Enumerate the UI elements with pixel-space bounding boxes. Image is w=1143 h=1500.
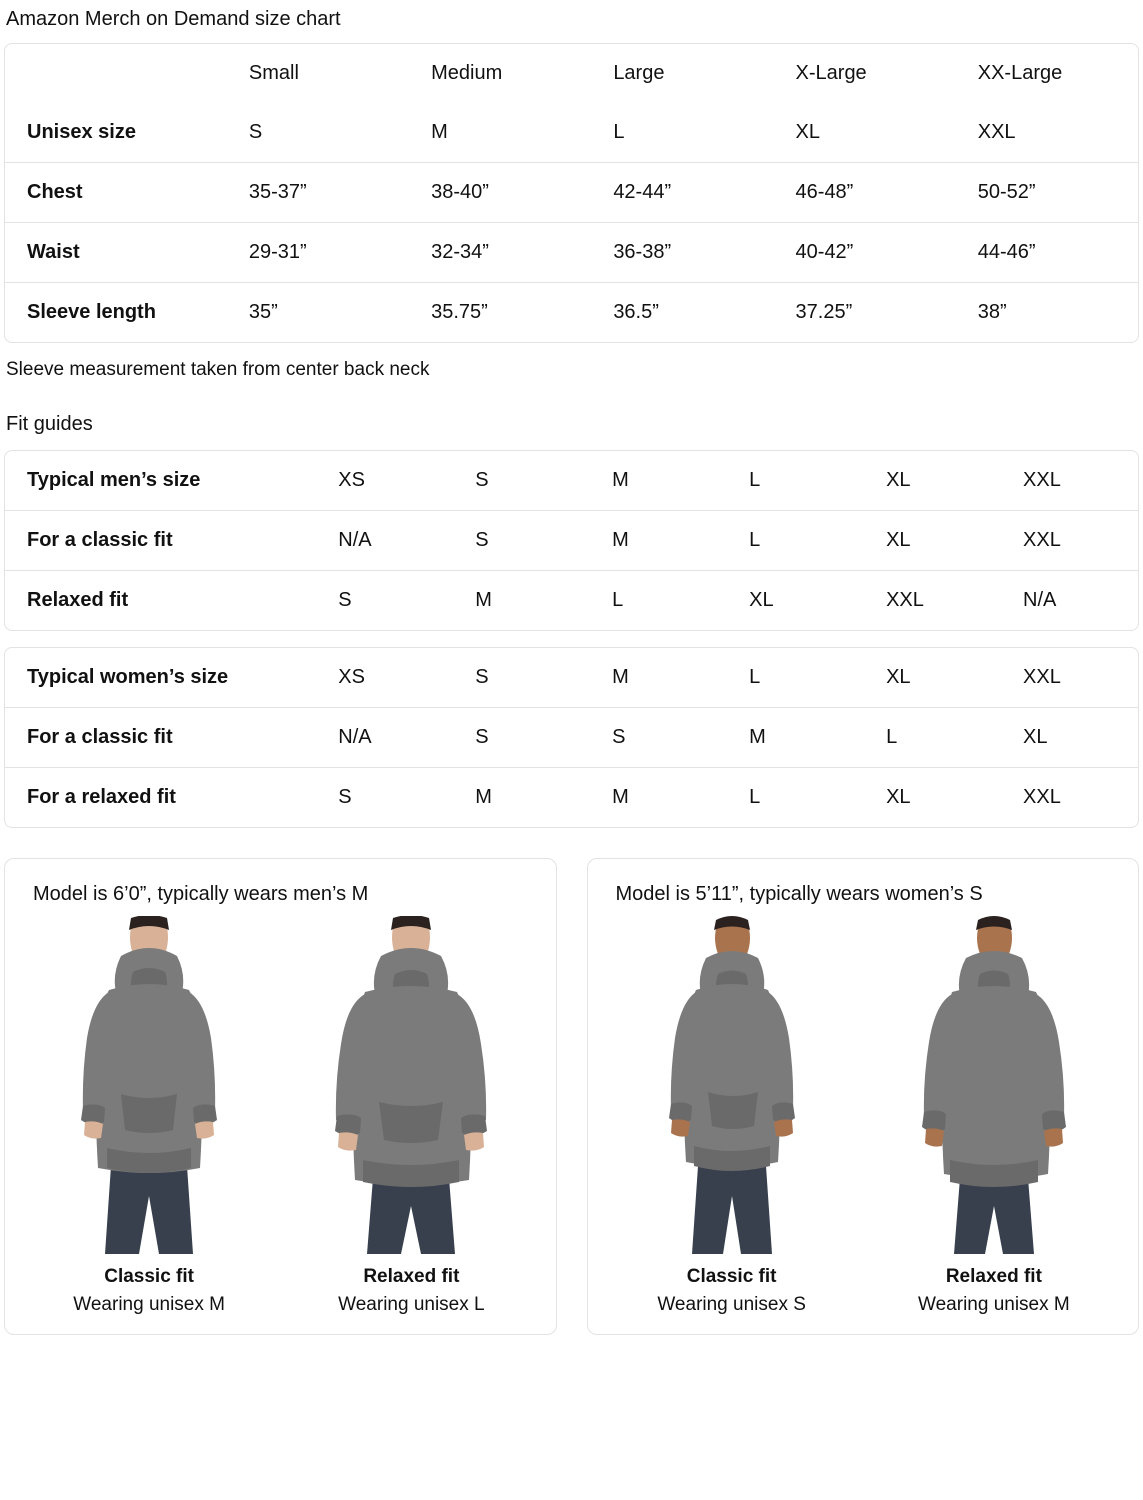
cell-mens-classic-1: N/A bbox=[316, 511, 453, 571]
cell-womens-relaxed-1: S bbox=[338, 786, 352, 808]
cell-mens-typical-2: S bbox=[453, 451, 590, 511]
row-label-waist: Waist bbox=[5, 223, 227, 283]
row-label-chest: Chest bbox=[5, 163, 227, 223]
row-label-womens-classic-fit: For a classic fit bbox=[5, 708, 316, 768]
cell-sleeve-xlarge: 37.25” bbox=[795, 301, 853, 323]
cell-unisex-medium: M bbox=[409, 103, 591, 163]
table-row bbox=[5, 708, 1138, 768]
row-label-unisex-size: Unisex size bbox=[5, 103, 227, 163]
fit-label: Relaxed fit bbox=[363, 1266, 460, 1287]
mens-model-card bbox=[4, 858, 557, 1335]
row-label-sleeve-length: Sleeve length bbox=[27, 301, 156, 323]
cell-mens-relaxed-4: XL bbox=[749, 589, 774, 611]
mens-model-figures bbox=[23, 916, 538, 1316]
row-label-mens-classic-fit: For a classic fit bbox=[5, 511, 316, 571]
table-row bbox=[5, 648, 1138, 708]
cell-sleeve-medium: 35.75” bbox=[431, 301, 488, 323]
cell-mens-classic-2: S bbox=[453, 511, 590, 571]
cell-unisex-xlarge: XL bbox=[774, 103, 956, 163]
row-label-typical-mens-size: Typical men’s size bbox=[5, 451, 316, 511]
column-header-small: Small bbox=[248, 62, 299, 84]
cell-mens-classic-5: XL bbox=[864, 511, 1001, 571]
cell-mens-typical-3: M bbox=[590, 451, 727, 511]
cell-mens-typical-6: XXL bbox=[1001, 451, 1138, 511]
cell-womens-relaxed-3: M bbox=[612, 786, 629, 808]
measurements-table bbox=[4, 43, 1139, 343]
table-row bbox=[5, 163, 1138, 223]
column-header-xxlarge: XX-Large bbox=[977, 62, 1063, 84]
table-row bbox=[5, 283, 1138, 342]
wearing-label: Wearing unisex M bbox=[918, 1294, 1070, 1315]
column-header-large: Large bbox=[613, 62, 665, 84]
cell-mens-relaxed-2: M bbox=[475, 589, 492, 611]
cell-womens-relaxed-2: M bbox=[475, 786, 492, 808]
cell-waist-medium: 32-34” bbox=[409, 223, 591, 283]
cell-unisex-small: S bbox=[227, 103, 409, 163]
womens-relaxed-fit-figure bbox=[868, 916, 1120, 1316]
cell-womens-classic-4: M bbox=[727, 708, 864, 768]
cell-womens-typical-2: S bbox=[453, 648, 590, 708]
cell-womens-relaxed-6: XXL bbox=[1023, 786, 1061, 808]
fit-label: Relaxed fit bbox=[945, 1266, 1042, 1287]
womens-classic-fit-figure bbox=[606, 916, 858, 1316]
cell-chest-xlarge: 46-48” bbox=[774, 163, 956, 223]
womens-classic-fit-photo bbox=[606, 916, 858, 1256]
mens-relaxed-fit-figure bbox=[285, 916, 537, 1316]
cell-waist-xxlarge: 44-46” bbox=[956, 223, 1138, 283]
cell-mens-typical-5: XL bbox=[864, 451, 1001, 511]
table-spacer bbox=[4, 631, 1139, 647]
cell-mens-typical-4: L bbox=[727, 451, 864, 511]
fit-label: Classic fit bbox=[104, 1266, 194, 1287]
row-label-typical-womens-size: Typical women’s size bbox=[5, 648, 316, 708]
cell-waist-small: 29-31” bbox=[227, 223, 409, 283]
cell-womens-classic-1: N/A bbox=[316, 708, 453, 768]
mens-model-caption: Model is 6’0”, typically wears men’s M bbox=[33, 883, 369, 905]
cell-womens-classic-5: L bbox=[864, 708, 1001, 768]
table-header-row bbox=[5, 44, 1138, 103]
womens-relaxed-fit-photo bbox=[868, 916, 1120, 1256]
cell-sleeve-small: 35” bbox=[248, 301, 278, 323]
cell-womens-typical-1: XS bbox=[316, 648, 453, 708]
sleeve-measurement-note: Sleeve measurement taken from center back neck bbox=[6, 359, 430, 380]
page-title: Amazon Merch on Demand size chart bbox=[6, 8, 341, 30]
womens-model-card bbox=[587, 858, 1140, 1335]
cell-mens-relaxed-1: S bbox=[338, 589, 352, 611]
cell-unisex-large: L bbox=[591, 103, 773, 163]
cell-sleeve-large: 36.5” bbox=[613, 301, 659, 323]
fit-label: Classic fit bbox=[686, 1266, 777, 1287]
table-row bbox=[5, 571, 1138, 630]
table-row bbox=[5, 768, 1138, 827]
cell-sleeve-xxlarge: 38” bbox=[977, 301, 1007, 323]
cell-waist-large: 36-38” bbox=[591, 223, 773, 283]
table-row bbox=[5, 103, 1138, 163]
column-header-medium: Medium bbox=[431, 62, 503, 84]
womens-fit-table bbox=[4, 647, 1139, 828]
cell-womens-classic-3: S bbox=[590, 708, 727, 768]
cell-chest-large: 42-44” bbox=[591, 163, 773, 223]
table-row bbox=[5, 511, 1138, 571]
mens-classic-fit-figure bbox=[23, 916, 275, 1316]
cell-mens-relaxed-6: N/A bbox=[1023, 589, 1057, 611]
cell-womens-typical-4: L bbox=[727, 648, 864, 708]
table-row bbox=[5, 223, 1138, 283]
cell-chest-small: 35-37” bbox=[227, 163, 409, 223]
cell-chest-xxlarge: 50-52” bbox=[956, 163, 1138, 223]
wearing-label: Wearing unisex S bbox=[657, 1294, 806, 1315]
cell-mens-relaxed-5: XXL bbox=[886, 589, 924, 611]
cell-womens-relaxed-5: XL bbox=[886, 786, 911, 808]
cell-womens-typical-6: XXL bbox=[1001, 648, 1138, 708]
womens-model-caption: Model is 5’11”, typically wears women’s S bbox=[615, 883, 983, 905]
cell-womens-typical-3: M bbox=[590, 648, 727, 708]
mens-relaxed-fit-photo bbox=[285, 916, 537, 1256]
cell-unisex-xxlarge: XXL bbox=[956, 103, 1138, 163]
cell-womens-typical-5: XL bbox=[864, 648, 1001, 708]
cell-mens-classic-6: XXL bbox=[1001, 511, 1138, 571]
cell-waist-xlarge: 40-42” bbox=[774, 223, 956, 283]
fit-guides-label: Fit guides bbox=[6, 413, 93, 435]
table-row bbox=[5, 451, 1138, 511]
column-header-blank bbox=[5, 44, 227, 103]
cell-chest-medium: 38-40” bbox=[409, 163, 591, 223]
wearing-label: Wearing unisex L bbox=[338, 1294, 485, 1315]
cell-mens-typical-1: XS bbox=[316, 451, 453, 511]
cell-mens-classic-4: L bbox=[727, 511, 864, 571]
cell-womens-classic-6: XL bbox=[1001, 708, 1138, 768]
column-header-xlarge: X-Large bbox=[795, 62, 867, 84]
mens-fit-table bbox=[4, 450, 1139, 631]
womens-model-figures bbox=[606, 916, 1121, 1316]
row-label-womens-relaxed-fit: For a relaxed fit bbox=[27, 786, 176, 808]
wearing-label: Wearing unisex M bbox=[73, 1294, 225, 1315]
cell-mens-relaxed-3: L bbox=[612, 589, 624, 611]
model-photos-section bbox=[4, 858, 1139, 1335]
row-label-mens-relaxed-fit: Relaxed fit bbox=[27, 589, 129, 611]
mens-classic-fit-photo bbox=[23, 916, 275, 1256]
cell-womens-classic-2: S bbox=[453, 708, 590, 768]
cell-mens-classic-3: M bbox=[590, 511, 727, 571]
cell-womens-relaxed-4: L bbox=[749, 786, 761, 808]
